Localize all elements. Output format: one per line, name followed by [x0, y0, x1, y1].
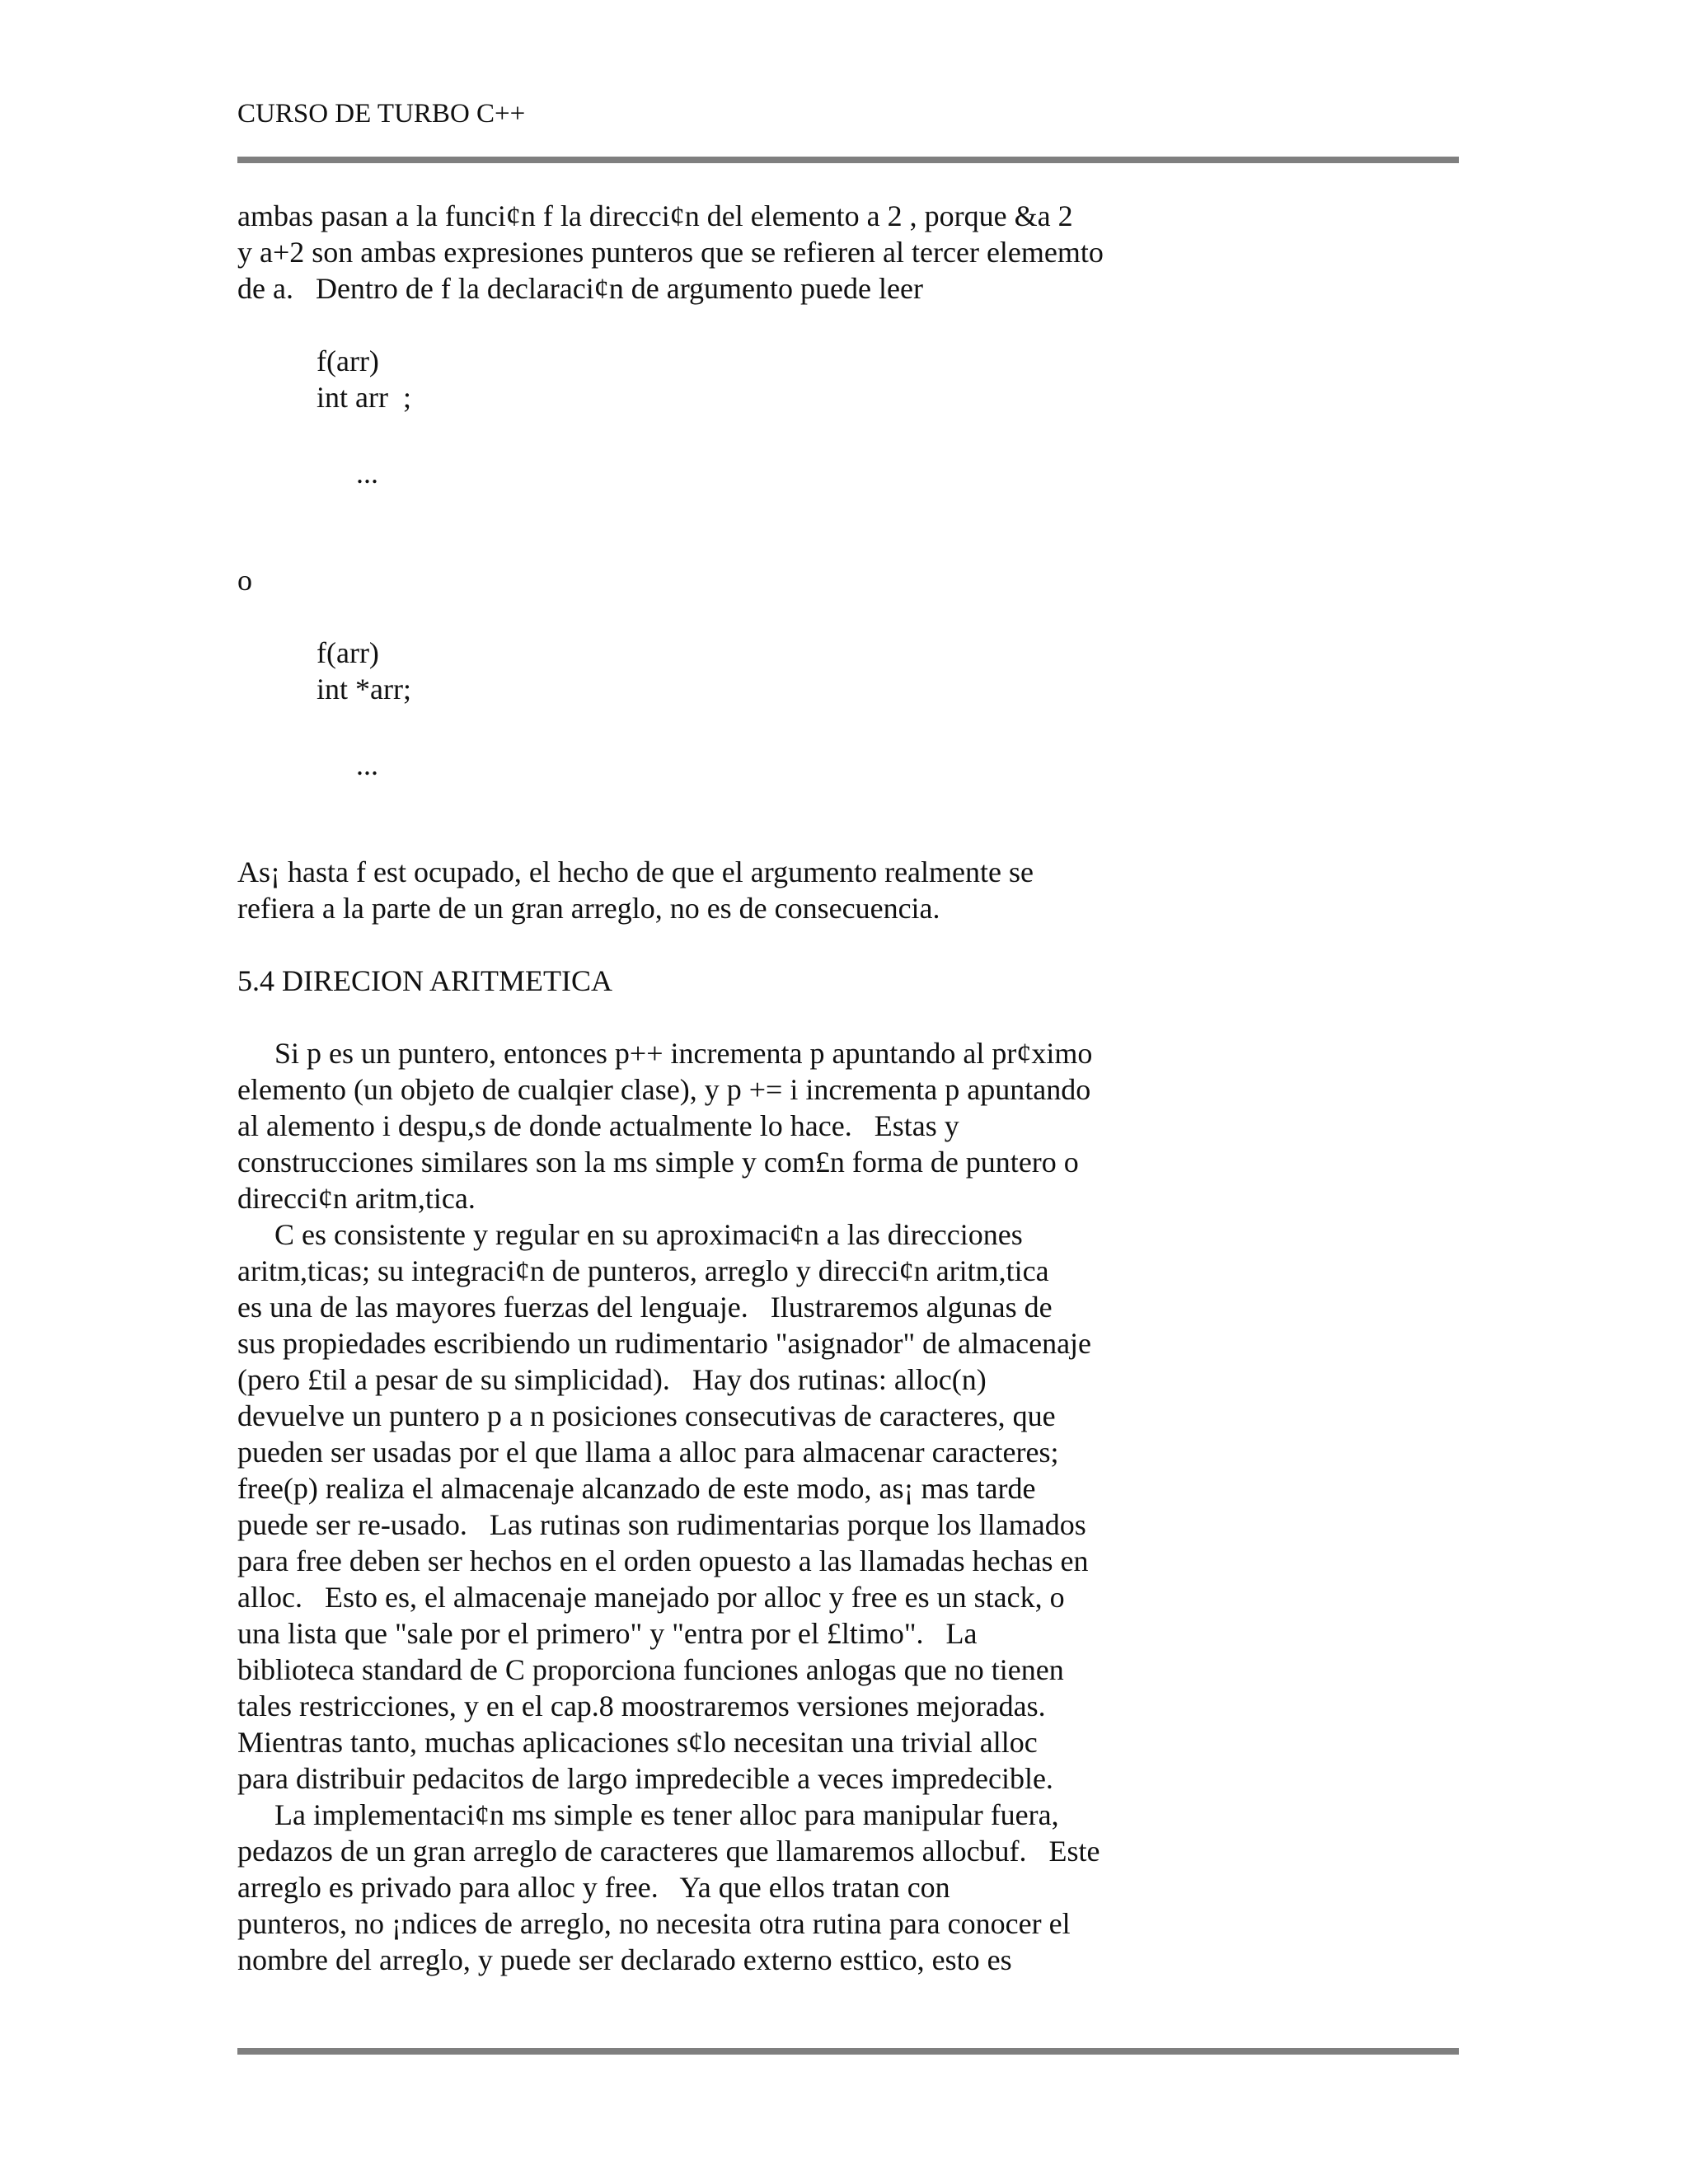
text-line: arreglo es privado para alloc y free. Ya que ellos tratan con: [237, 1871, 950, 1904]
text-line: (pero £til a pesar de su simplicidad). Hay dos rutinas: alloc(n): [237, 1363, 987, 1396]
section-heading: 5.4 DIRECION ARITMETICA: [237, 964, 612, 997]
text-line: sus propiedades escribiendo un rudimentario "asignador" de almacenaje: [237, 1327, 1092, 1360]
text-line: Mientras tanto, muchas aplicaciones s¢lo necesitan una trivial alloc: [237, 1726, 1038, 1759]
text-line: nombre del arreglo, y puede ser declarado externo esttico, esto es: [237, 1943, 1012, 1976]
code-line: f(arr): [316, 636, 379, 669]
code-ellipsis: ...: [356, 457, 378, 490]
text-line: para distribuir pedacitos de largo impredecible a veces impredecible.: [237, 1762, 1053, 1795]
text-line: elemento (un objeto de cualqier clase), y p += i incrementa p apuntando: [237, 1073, 1091, 1106]
text-line: direcci¢n aritm,tica.: [237, 1182, 476, 1215]
text-line: una lista que "sale por el primero" y "entra por el £ltimo". La: [237, 1617, 978, 1650]
text-line: devuelve un puntero p a n posiciones consecutivas de caracteres, que: [237, 1399, 1056, 1432]
header-rule: [237, 157, 1459, 163]
running-header: CURSO DE TURBO C++: [237, 99, 526, 129]
text-line: Si p es un puntero, entonces p++ incrementa p apuntando al pr¢ximo: [237, 1037, 1093, 1070]
text-line: biblioteca standard de C proporciona funciones anlogas que no tienen: [237, 1653, 1064, 1686]
code-line: int *arr;: [316, 673, 411, 705]
code-line: f(arr): [316, 344, 379, 377]
text-line: pedazos de un gran arreglo de caracteres que llamaremos allocbuf. Este: [237, 1835, 1100, 1868]
code-ellipsis: ...: [356, 748, 378, 781]
text-line: construcciones similares son la ms simple y com£n forma de puntero o: [237, 1146, 1079, 1179]
text-line: As¡ hasta f est ocupado, el hecho de que el argumento realmente se: [237, 855, 1034, 888]
text-line: alloc. Esto es, el almacenaje manejado por alloc y free es un stack, o: [237, 1581, 1065, 1614]
footer-rule: [237, 2048, 1459, 2055]
text-line: pueden ser usadas por el que llama a alloc para almacenar caracteres;: [237, 1436, 1059, 1469]
code-line: int arr ;: [316, 381, 411, 414]
text-line: para free deben ser hechos en el orden opuesto a las llamadas hechas en: [237, 1544, 1089, 1577]
text-line: tales restricciones, y en el cap.8 moostraremos versiones mejoradas.: [237, 1690, 1046, 1722]
text-line: La implementaci¢n ms simple es tener alloc para manipular fuera,: [237, 1798, 1059, 1831]
text-line: y a+2 son ambas expresiones punteros que se refieren al tercer elememto: [237, 236, 1104, 269]
text-line: ambas pasan a la funci¢n f la direcci¢n del elemento a 2 , porque &a 2: [237, 199, 1073, 232]
text-line: aritm,ticas; su integraci¢n de punteros, arreglo y direcci¢n aritm,tica: [237, 1254, 1049, 1287]
text-line: al alemento i despu,s de donde actualmente lo hace. Estas y: [237, 1109, 959, 1142]
text-line: puede ser re-usado. Las rutinas son rudimentarias porque los llamados: [237, 1508, 1086, 1541]
conjunction-text: o: [237, 564, 252, 597]
text-line: de a. Dentro de f la declaraci¢n de argumento puede leer: [237, 272, 923, 305]
text-line: free(p) realiza el almacenaje alcanzado de este modo, as¡ mas tarde: [237, 1472, 1036, 1505]
text-line: refiera a la parte de un gran arreglo, no es de consecuencia.: [237, 892, 940, 925]
text-line: es una de las mayores fuerzas del lenguaje. Ilustraremos algunas de: [237, 1291, 1053, 1324]
text-line: C es consistente y regular en su aproximaci¢n a las direcciones: [237, 1218, 1023, 1251]
text-line: punteros, no ¡ndices de arreglo, no necesita otra rutina para conocer el: [237, 1907, 1071, 1940]
